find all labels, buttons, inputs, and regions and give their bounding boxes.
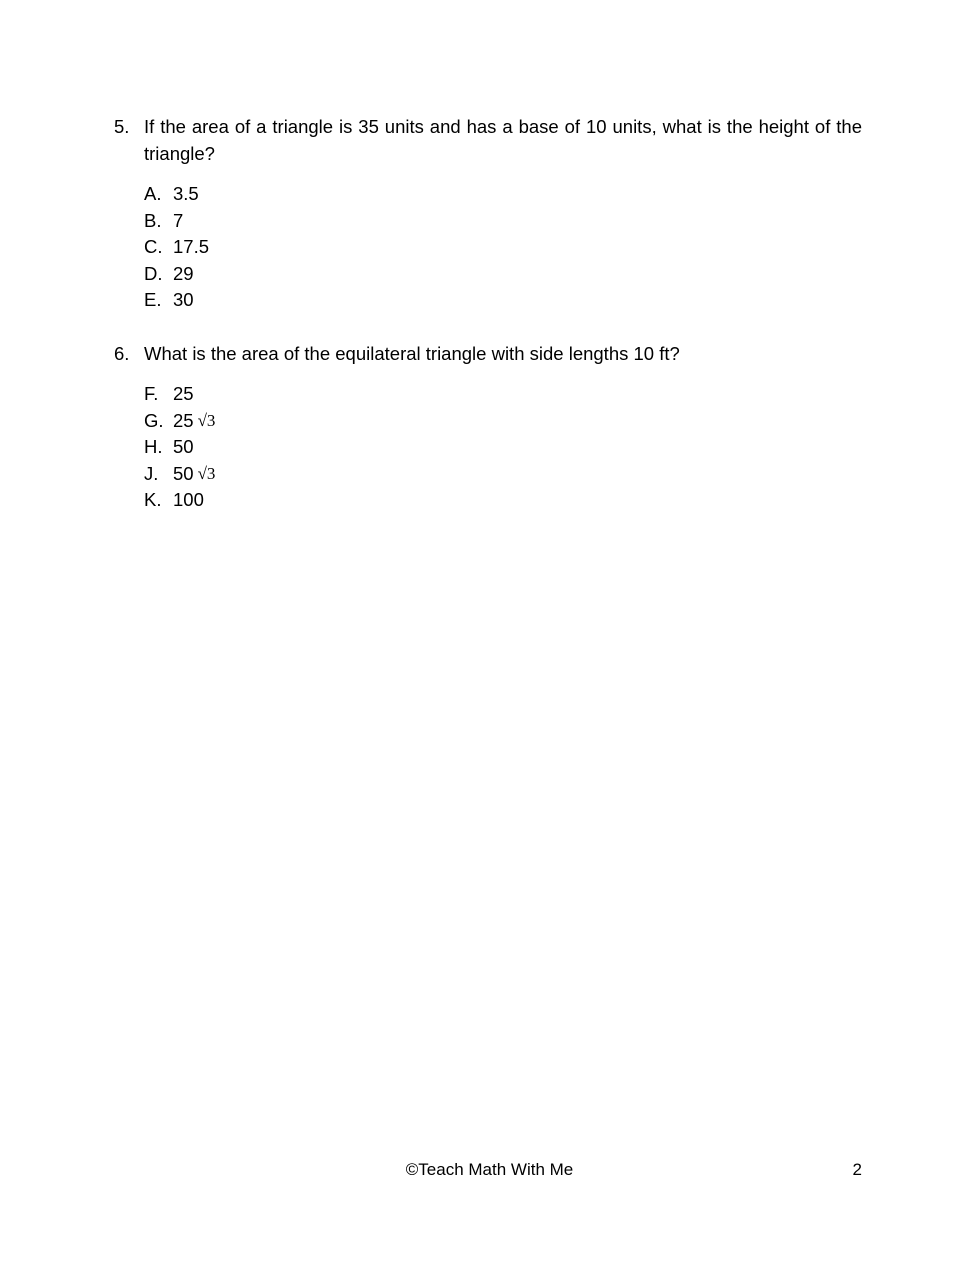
answer-choice-f (144, 381, 862, 408)
question-text: If the area of a triangle is 35 units and has a base of 10 units, what is the height of the triangle? (144, 116, 862, 164)
choice-letter: A. (144, 183, 162, 204)
choice-value: 29 (173, 262, 194, 284)
answer-choices (144, 381, 862, 514)
footer-copyright: ©Teach Math With Me (405, 1160, 574, 1179)
answer-choice-h (144, 434, 862, 461)
choice-letter: J. (144, 462, 159, 484)
answer-choice-g (144, 408, 862, 435)
answer-choice-c (144, 234, 862, 261)
answer-choice-b (144, 208, 862, 235)
choice-value: 17.5 (173, 236, 210, 257)
choice-letter: K. (144, 489, 162, 510)
choice-value: 100 (173, 489, 204, 510)
question-6 (114, 340, 862, 514)
answer-choice-j (144, 461, 862, 488)
choice-value: 25 (173, 409, 194, 431)
question-number: 6. (114, 343, 130, 364)
choice-letter: B. (144, 209, 162, 231)
choice-letter: E. (144, 289, 162, 310)
choice-letter: G. (144, 409, 164, 431)
question-number: 5. (114, 116, 130, 137)
choice-value: 7 (173, 209, 184, 231)
choice-value: 3.5 (173, 183, 199, 204)
choice-value: 50 (173, 436, 194, 457)
answer-choices (144, 181, 862, 314)
answer-choice-a (144, 181, 862, 208)
choice-letter: H. (144, 436, 163, 457)
answer-choice-d (144, 261, 862, 288)
answer-choice-e (144, 287, 862, 314)
question-text: What is the area of the equilateral triangle with side lengths 10 ft? (144, 343, 680, 364)
page-number: 2 (852, 1160, 862, 1179)
choice-value: 30 (173, 289, 194, 310)
choice-value: 50 (173, 462, 194, 484)
choice-letter: F. (144, 383, 159, 404)
choice-letter: C. (144, 236, 163, 257)
question-5 (114, 113, 862, 314)
square-root-3: √3 (197, 463, 216, 483)
square-root-3: √3 (197, 410, 216, 430)
answer-choice-k (144, 487, 862, 514)
choice-letter: D. (144, 262, 163, 284)
choice-value: 25 (173, 383, 194, 404)
